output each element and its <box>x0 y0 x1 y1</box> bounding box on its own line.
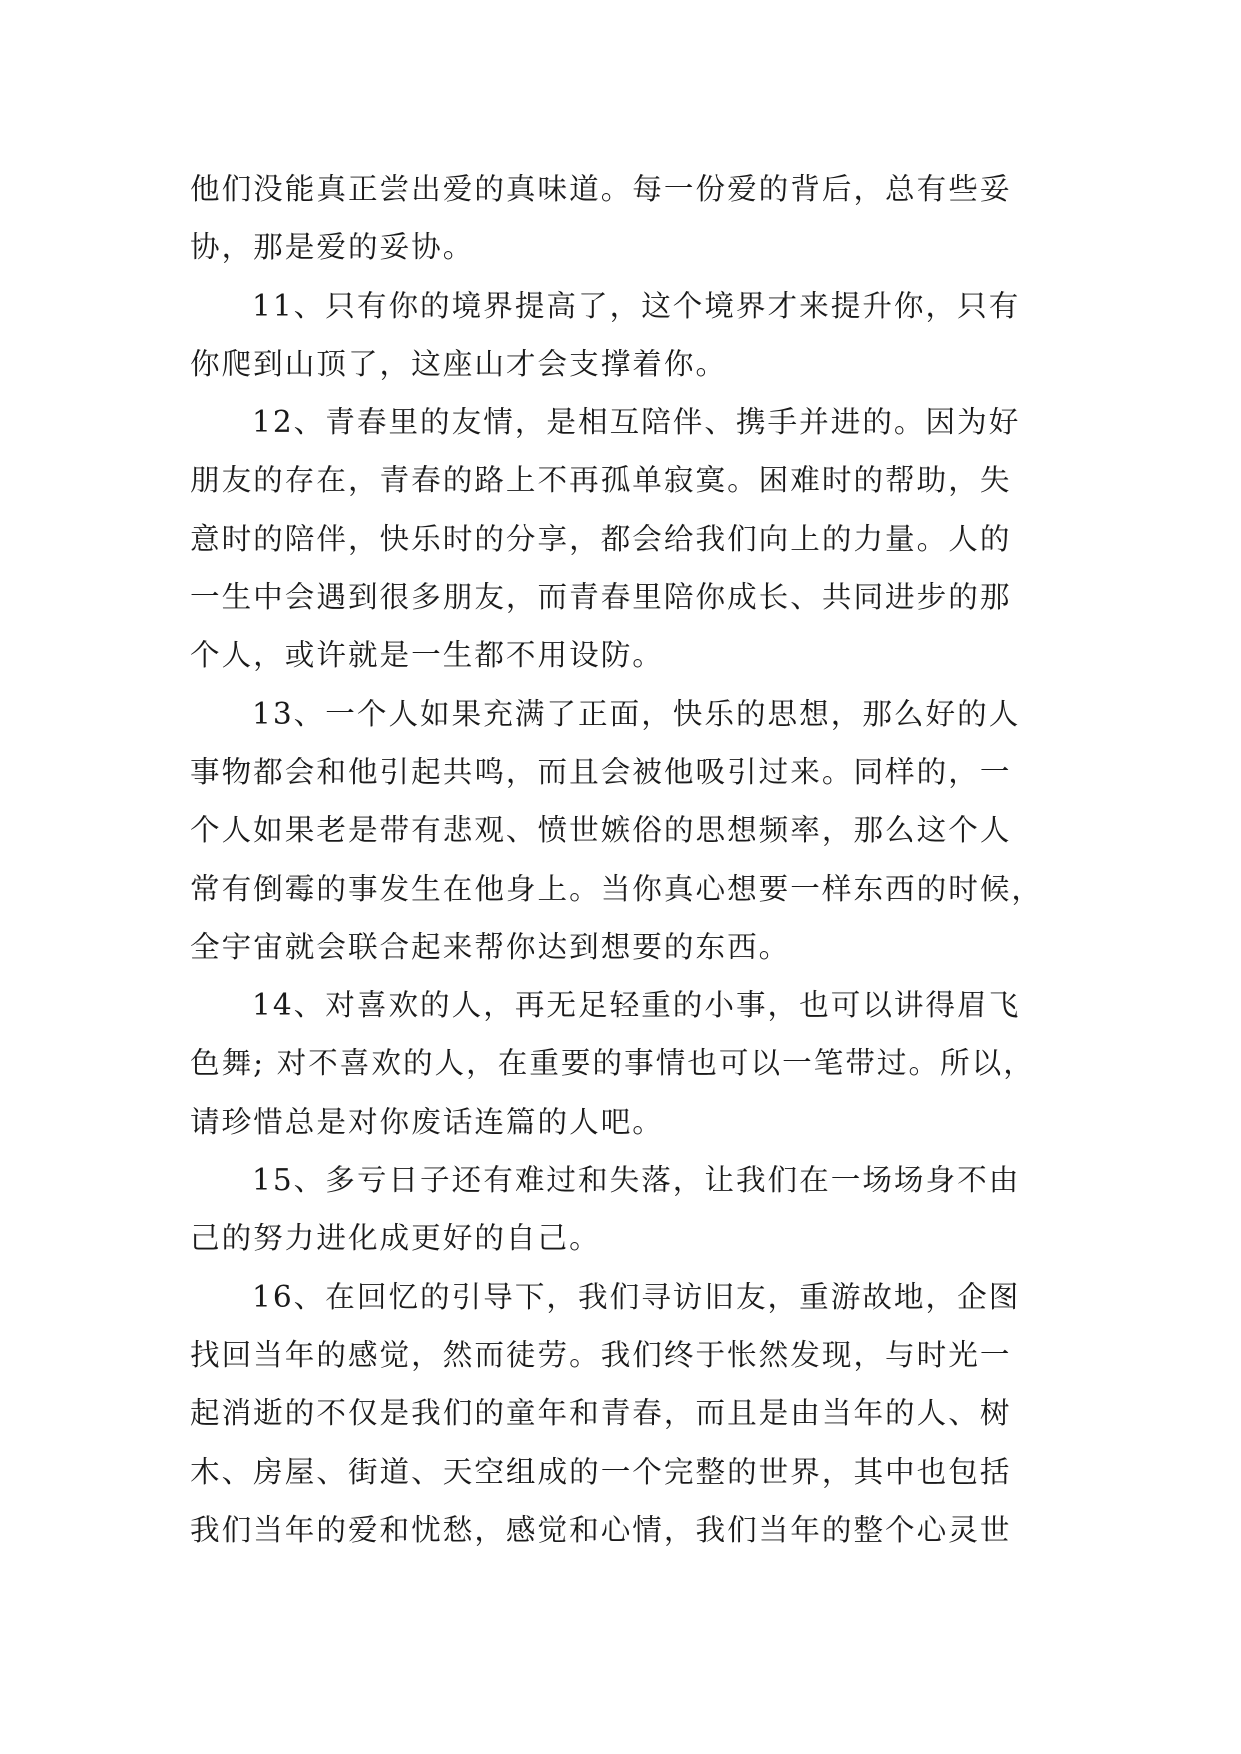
text-line: 请珍惜总是对你废话连篇的人吧。 <box>190 1104 664 1139</box>
text-line: 一生中会遇到很多朋友，而青春里陪你成长、共同进步的那 <box>190 580 1012 615</box>
text-line: 协，那是爱的妥协。 <box>190 230 475 265</box>
text-line: 意时的陪伴，快乐时的分享，都会给我们向上的力量。人的 <box>190 521 1012 556</box>
text-line: 找回当年的感觉，然而徒劳。我们终于怅然发现，与时光一 <box>190 1337 1012 1372</box>
text-line: 起消逝的不仅是我们的童年和青春，而且是由当年的人、树 <box>190 1396 1012 1431</box>
paragraph-continuation <box>190 160 1060 277</box>
text-line: 木、房屋、街道、天空组成的一个完整的世界，其中也包括 <box>190 1454 1012 1489</box>
text-line: 事物都会和他引起共鸣，而且会被他吸引过来。同样的，一 <box>190 754 1012 789</box>
text-line: 我们当年的爱和忧愁，感觉和心情，我们当年的整个心灵世 <box>190 1512 1012 1547</box>
paragraph-item-12 <box>190 393 1060 684</box>
document-body <box>190 160 1060 1559</box>
paragraph-item-16 <box>190 1268 1060 1559</box>
paragraph-item-14 <box>190 976 1060 1151</box>
text-line: 15、多亏日子还有难过和失落，让我们在一场场身不由 <box>252 1163 1021 1198</box>
text-line: 个人如果老是带有悲观、愤世嫉俗的思想频率，那么这个人 <box>190 813 1012 848</box>
text-line: 他们没能真正尝出爱的真味道。每一份爱的背后，总有些妥 <box>190 172 1012 206</box>
text-line: 个人，或许就是一生都不用设防。 <box>190 638 664 673</box>
paragraph-item-15 <box>190 1151 1060 1268</box>
paragraph-item-11 <box>190 277 1060 394</box>
text-line: 16、在回忆的引导下，我们寻访旧友，重游故地，企图 <box>252 1279 1021 1314</box>
text-line: 11、只有你的境界提高了，这个境界才来提升你，只有 <box>252 288 1021 323</box>
text-line: 全宇宙就会联合起来帮你达到想要的东西。 <box>190 929 791 964</box>
paragraph-item-13 <box>190 685 1060 976</box>
text-line: 13、一个人如果充满了正面，快乐的思想，那么好的人 <box>252 696 1021 731</box>
text-line: 朋友的存在，青春的路上不再孤单寂寞。困难时的帮助，失 <box>190 463 1012 498</box>
text-line: 常有倒霉的事发生在他身上。当你真心想要一样东西的时候， <box>190 871 1044 906</box>
text-line: 14、对喜欢的人，再无足轻重的小事，也可以讲得眉飞 <box>252 988 1021 1023</box>
text-line: 你爬到山顶了，这座山才会支撑着你。 <box>190 346 728 381</box>
text-line: 色舞; 对不喜欢的人，在重要的事情也可以一笔带过。所以， <box>190 1046 1035 1081</box>
text-line: 12、青春里的友情，是相互陪伴、携手并进的。因为好 <box>252 405 1021 440</box>
text-line: 己的努力进化成更好的自己。 <box>190 1221 601 1256</box>
